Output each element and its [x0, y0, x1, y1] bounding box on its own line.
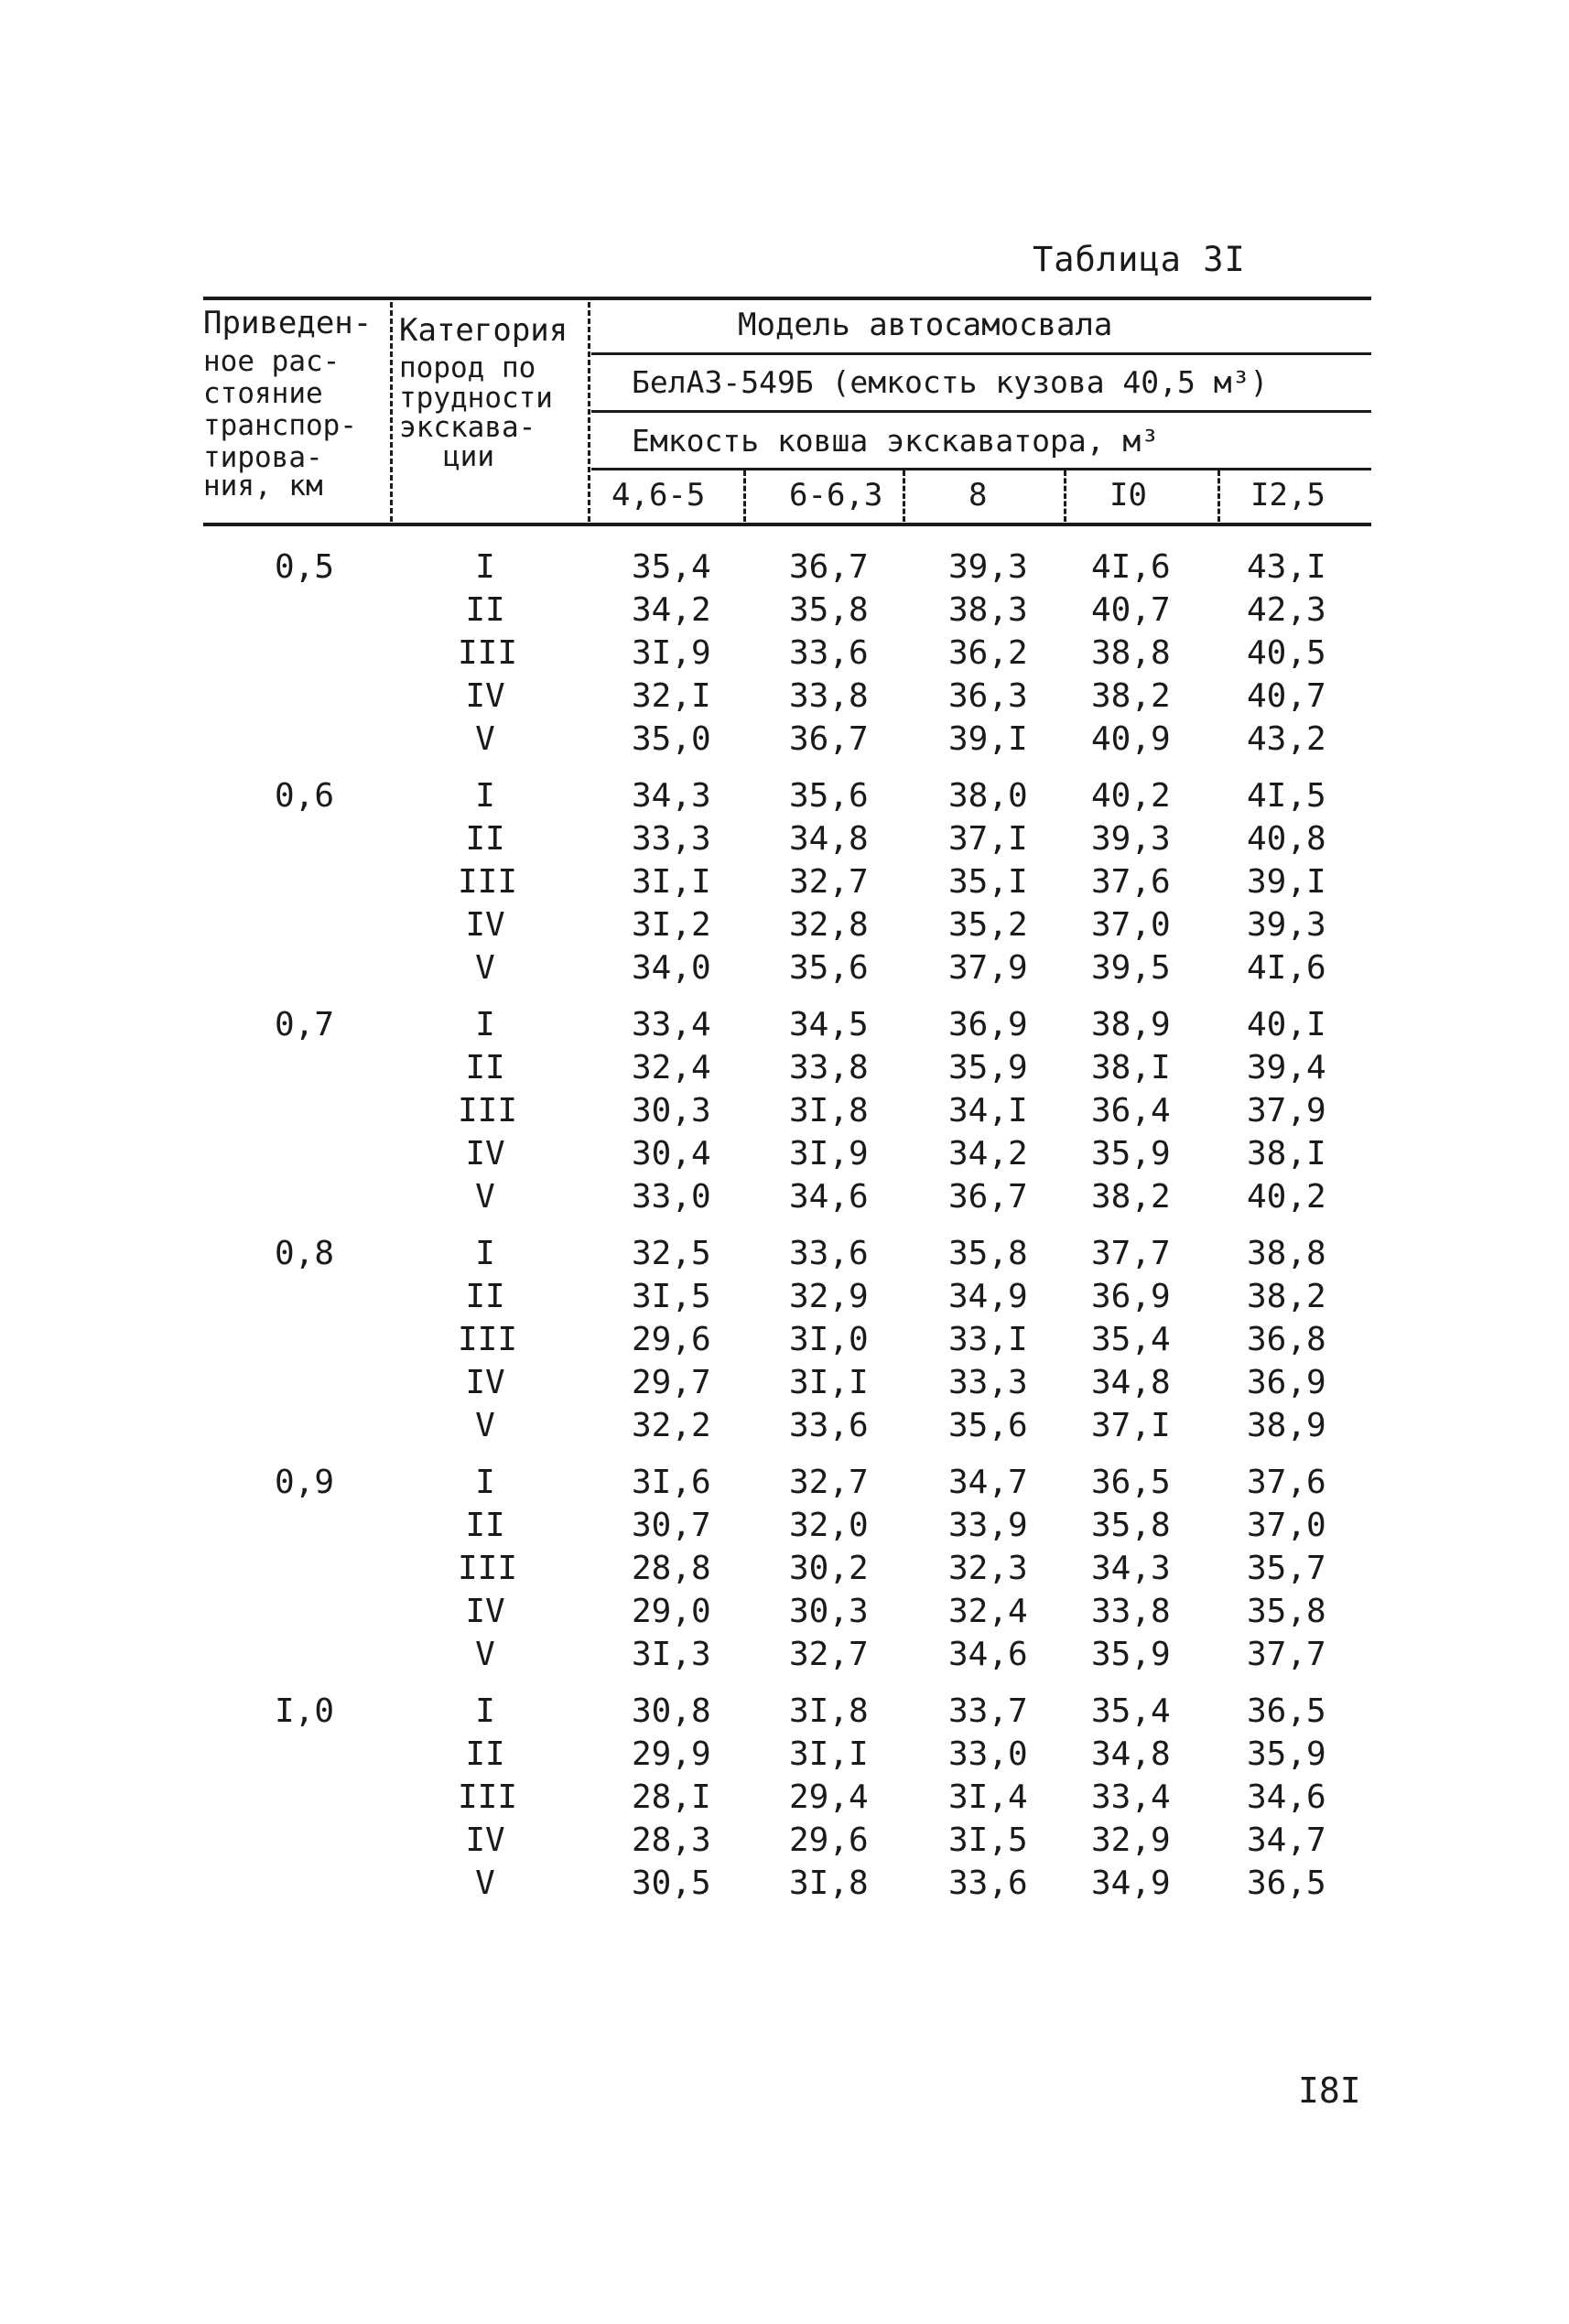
category-value: V [475, 1407, 495, 1444]
table-cell: 33,0 [632, 1178, 711, 1216]
table-cell: 3I,2 [632, 906, 711, 944]
category-value: II [465, 1278, 505, 1315]
col-separator [588, 302, 590, 522]
category-value: III [458, 634, 518, 672]
table-cell: 30,5 [632, 1865, 711, 1902]
table-cell: 33,9 [948, 1507, 1028, 1544]
table-cell: 33,7 [948, 1692, 1028, 1730]
table-cell: 33,8 [1091, 1593, 1171, 1630]
bucket-separator [903, 470, 905, 522]
table-cell: 38,I [1247, 1135, 1326, 1173]
table-cell: 40,I [1247, 1006, 1326, 1043]
category-value: III [458, 1778, 518, 1816]
table-cell: 33,4 [632, 1006, 711, 1043]
category-value: III [458, 863, 518, 901]
category-value: I [475, 777, 495, 815]
table-cell: 38,9 [1091, 1006, 1171, 1043]
table-cell: 3I,I [789, 1364, 869, 1401]
table-cell: 39,3 [1247, 906, 1326, 944]
truck-rule [591, 410, 1371, 413]
category-value: I [475, 548, 495, 586]
category-value: IV [465, 906, 505, 944]
table-cell: 34,2 [948, 1135, 1028, 1173]
category-value: III [458, 1550, 518, 1587]
table-cell: 34,8 [1091, 1364, 1171, 1401]
table-cell: 30,8 [632, 1692, 711, 1730]
category-value: IV [465, 677, 505, 715]
category-value: II [465, 1735, 505, 1773]
table-cell: 34,3 [1091, 1550, 1171, 1587]
table-cell: 39,4 [1247, 1049, 1326, 1086]
bucket-separator [743, 470, 746, 522]
table-cell: 3I,9 [632, 634, 711, 672]
table-cell: 35,I [948, 863, 1028, 901]
table-cell: 38,2 [1247, 1278, 1326, 1315]
col-separator [390, 302, 393, 522]
table-cell: 3I,0 [789, 1321, 869, 1358]
table-cell: 34,8 [1091, 1735, 1171, 1773]
table-cell: 30,7 [632, 1507, 711, 1544]
category-value: V [475, 949, 495, 987]
table-cell: 28,3 [632, 1821, 711, 1859]
table-cell: 37,6 [1247, 1464, 1326, 1501]
page-number: I8I [1298, 2070, 1361, 2111]
table-cell: 3I,6 [632, 1464, 711, 1501]
header-bucket: Емкость ковша экскаватора, м³ [632, 423, 1160, 459]
table-cell: 38,8 [1091, 634, 1171, 672]
table-cell: 35,9 [1247, 1735, 1326, 1773]
table-cell: 30,2 [789, 1550, 869, 1587]
category-value: II [465, 820, 505, 858]
table-cell: 36,9 [1247, 1364, 1326, 1401]
table-cell: 38,8 [1247, 1235, 1326, 1272]
table-cell: 32,5 [632, 1235, 711, 1272]
table-cell: 30,4 [632, 1135, 711, 1173]
table-cell: 37,9 [948, 949, 1028, 987]
table-cell: 38,3 [948, 591, 1028, 629]
table-cell: 37,7 [1247, 1636, 1326, 1673]
table-cell: 36,9 [948, 1006, 1028, 1043]
category-value: V [475, 1636, 495, 1673]
table-cell: 3I,8 [789, 1692, 869, 1730]
bucket-size: I0 [1109, 477, 1147, 513]
table-cell: 36,7 [789, 548, 869, 586]
category-value: V [475, 1178, 495, 1216]
table-cell: 33,8 [789, 1049, 869, 1086]
table-cell: 3I,8 [789, 1092, 869, 1130]
table-top-rule [203, 297, 1371, 300]
table-cell: 33,8 [789, 677, 869, 715]
header-distance-line: стояние [203, 377, 323, 410]
table-cell: 32,9 [1091, 1821, 1171, 1859]
distance-value: 0,5 [275, 548, 335, 586]
table-cell: 32,7 [789, 1636, 869, 1673]
table-cell: 35,7 [1247, 1550, 1326, 1587]
category-value: IV [465, 1593, 505, 1630]
table-cell: 29,7 [632, 1364, 711, 1401]
table-cell: 33,I [948, 1321, 1028, 1358]
category-value: I [475, 1235, 495, 1272]
distance-value: 0,9 [275, 1464, 335, 1501]
table-cell: 37,6 [1091, 863, 1171, 901]
table-cell: 3I,I [789, 1735, 869, 1773]
table-cell: 37,0 [1091, 906, 1171, 944]
header-distance-line: ное рас- [203, 345, 341, 378]
table-cell: 29,9 [632, 1735, 711, 1773]
table-cell: 35,8 [1091, 1507, 1171, 1544]
table-cell: 35,8 [948, 1235, 1028, 1272]
table-cell: 40,5 [1247, 634, 1326, 672]
table-cell: 3I,5 [632, 1278, 711, 1315]
table-cell: 29,6 [789, 1821, 869, 1859]
table-cell: 39,3 [948, 548, 1028, 586]
category-value: IV [465, 1135, 505, 1173]
header-distance-line: ния, км [203, 470, 323, 503]
bucket-rule [591, 468, 1371, 470]
distance-value: 0,6 [275, 777, 335, 815]
table-cell: 33,6 [789, 1407, 869, 1444]
bucket-size: 8 [968, 477, 988, 513]
table-cell: 39,3 [1091, 820, 1171, 858]
category-value: I [475, 1464, 495, 1501]
distance-value: 0,8 [275, 1235, 335, 1272]
table-cell: 33,6 [948, 1865, 1028, 1902]
table-cell: 32,7 [789, 863, 869, 901]
table-cell: 36,9 [1091, 1278, 1171, 1315]
table-cell: 34,6 [789, 1178, 869, 1216]
header-distance-line: тирова- [203, 441, 323, 474]
table-cell: 34,9 [1091, 1865, 1171, 1902]
table-cell: 29,4 [789, 1778, 869, 1816]
bucket-size: 4,6-5 [611, 477, 706, 513]
table-cell: 36,7 [789, 720, 869, 758]
table-cell: 32,3 [948, 1550, 1028, 1587]
table-cell: 3I,8 [789, 1865, 869, 1902]
table-cell: 40,8 [1247, 820, 1326, 858]
table-cell: 40,2 [1247, 1178, 1326, 1216]
table-cell: 35,8 [789, 591, 869, 629]
table-cell: 38,9 [1247, 1407, 1326, 1444]
table-cell: 29,6 [632, 1321, 711, 1358]
category-value: V [475, 1865, 495, 1902]
table-cell: 36,7 [948, 1178, 1028, 1216]
category-value: IV [465, 1821, 505, 1859]
table-cell: 32,I [632, 677, 711, 715]
table-cell: 35,2 [948, 906, 1028, 944]
table-cell: 32,4 [632, 1049, 711, 1086]
table-cell: 4I,6 [1247, 949, 1326, 987]
bucket-separator [1064, 470, 1066, 522]
category-value: I [475, 1692, 495, 1730]
header-category-line: Категория [399, 312, 568, 349]
table-cell: 37,I [948, 820, 1028, 858]
table-cell: 35,4 [1091, 1692, 1171, 1730]
category-value: I [475, 1006, 495, 1043]
table-cell: 38,0 [948, 777, 1028, 815]
table-cell: 35,9 [1091, 1135, 1171, 1173]
header-category-line: ции [443, 440, 494, 473]
table-cell: 32,4 [948, 1593, 1028, 1630]
table-cell: 33,3 [632, 820, 711, 858]
table-cell: 43,2 [1247, 720, 1326, 758]
table-cell: 34,8 [789, 820, 869, 858]
table-cell: 36,4 [1091, 1092, 1171, 1130]
table-cell: 33,4 [1091, 1778, 1171, 1816]
table-cell: 40,7 [1091, 591, 1171, 629]
table-cell: 33,6 [789, 1235, 869, 1272]
table-cell: 28,8 [632, 1550, 711, 1587]
table-cell: 40,2 [1091, 777, 1171, 815]
table-cell: 3I,I [632, 863, 711, 901]
header-model: Модель автосамосвала [738, 307, 1113, 343]
table-cell: 35,6 [789, 777, 869, 815]
distance-value: I,0 [275, 1692, 335, 1730]
table-cell: 30,3 [632, 1092, 711, 1130]
table-cell: 34,9 [948, 1278, 1028, 1315]
table-cell: 36,3 [948, 677, 1028, 715]
table-cell: 35,6 [789, 949, 869, 987]
category-value: II [465, 1507, 505, 1544]
table-cell: 34,3 [632, 777, 711, 815]
table-cell: 4I,5 [1247, 777, 1326, 815]
header-category-line: экскава- [399, 411, 536, 444]
table-cell: 34,I [948, 1092, 1028, 1130]
table-cell: 3I,4 [948, 1778, 1028, 1816]
bucket-size: I2,5 [1250, 477, 1326, 513]
table-cell: 38,2 [1091, 1178, 1171, 1216]
bucket-size: 6-6,3 [789, 477, 883, 513]
table-cell: 38,I [1091, 1049, 1171, 1086]
header-category-line: трудности [399, 382, 553, 415]
table-cell: 35,9 [1091, 1636, 1171, 1673]
table-cell: 36,8 [1247, 1321, 1326, 1358]
distance-value: 0,7 [275, 1006, 335, 1043]
category-value: III [458, 1092, 518, 1130]
table-cell: 32,7 [789, 1464, 869, 1501]
category-value: II [465, 591, 505, 629]
table-cell: 35,9 [948, 1049, 1028, 1086]
category-value: III [458, 1321, 518, 1358]
table-cell: 35,0 [632, 720, 711, 758]
category-value: V [475, 720, 495, 758]
table-cell: 35,4 [632, 548, 711, 586]
table-cell: 39,I [948, 720, 1028, 758]
table-cell: 30,3 [789, 1593, 869, 1630]
table-cell: 33,3 [948, 1364, 1028, 1401]
table-title: Таблица 3I [1033, 240, 1246, 279]
table-cell: 3I,9 [789, 1135, 869, 1173]
table-cell: 34,0 [632, 949, 711, 987]
table-cell: 34,7 [1247, 1821, 1326, 1859]
table-cell: 33,6 [789, 634, 869, 672]
table-cell: 4I,6 [1091, 548, 1171, 586]
table-cell: 34,5 [789, 1006, 869, 1043]
table-cell: 38,2 [1091, 677, 1171, 715]
table-cell: 35,8 [1247, 1593, 1326, 1630]
table-cell: 37,I [1091, 1407, 1171, 1444]
table-cell: 34,6 [1247, 1778, 1326, 1816]
header-distance-line: транспор- [203, 409, 357, 442]
table-cell: 37,0 [1247, 1507, 1326, 1544]
table-cell: 34,2 [632, 591, 711, 629]
table-cell: 36,5 [1247, 1692, 1326, 1730]
header-truck: БелАЗ-549Б (емкость кузова 40,5 м³) [632, 364, 1269, 400]
header-category-line: пород по [399, 351, 536, 384]
table-cell: 39,I [1247, 863, 1326, 901]
header-bottom-rule [203, 523, 1371, 526]
table-cell: 40,9 [1091, 720, 1171, 758]
table-cell: 29,0 [632, 1593, 711, 1630]
table-cell: 40,7 [1247, 677, 1326, 715]
table-cell: 35,4 [1091, 1321, 1171, 1358]
table-cell: 28,I [632, 1778, 711, 1816]
bucket-separator [1217, 470, 1220, 522]
header-distance-line: Приведен- [203, 305, 373, 341]
table-cell: 32,0 [789, 1507, 869, 1544]
table-cell: 37,9 [1247, 1092, 1326, 1130]
table-cell: 39,5 [1091, 949, 1171, 987]
table-cell: 3I,3 [632, 1636, 711, 1673]
category-value: IV [465, 1364, 505, 1401]
table-cell: 43,I [1247, 548, 1326, 586]
table-cell: 32,8 [789, 906, 869, 944]
table-cell: 36,2 [948, 634, 1028, 672]
table-cell: 32,9 [789, 1278, 869, 1315]
table-cell: 42,3 [1247, 591, 1326, 629]
table-cell: 32,2 [632, 1407, 711, 1444]
table-cell: 33,0 [948, 1735, 1028, 1773]
table-cell: 35,6 [948, 1407, 1028, 1444]
table-cell: 36,5 [1247, 1865, 1326, 1902]
table-cell: 37,7 [1091, 1235, 1171, 1272]
table-cell: 34,6 [948, 1636, 1028, 1673]
table-cell: 36,5 [1091, 1464, 1171, 1501]
table-cell: 3I,5 [948, 1821, 1028, 1859]
table-cell: 34,7 [948, 1464, 1028, 1501]
model-rule [591, 352, 1371, 355]
category-value: II [465, 1049, 505, 1086]
